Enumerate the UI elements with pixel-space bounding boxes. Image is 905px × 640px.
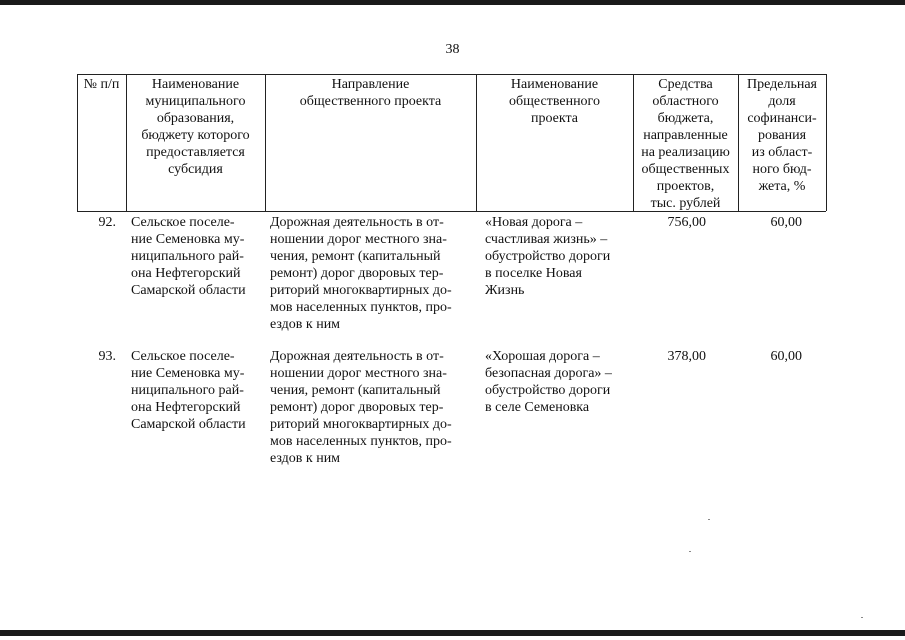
row-share: 60,00 <box>770 215 802 230</box>
table-top-border <box>77 74 826 75</box>
row-project: «Новая дорога – счастливая жизнь» – обустройство дороги в поселке Новая Жизнь <box>485 215 611 298</box>
row-municipality: Сельское поселе- ние Семеновка му- ниципального рай- она Нефтегорский Самарской области <box>131 215 246 298</box>
scan-speck <box>861 617 863 618</box>
row-funds: 756,00 <box>667 215 706 230</box>
row-number: 92. <box>98 215 116 230</box>
header-municipality: Наименование муниципального образования, бюджету которого предоставляется субсидия <box>141 77 250 177</box>
top-border-rule <box>0 0 905 5</box>
page-number: 38 <box>445 42 460 57</box>
table-column-divider <box>77 74 78 211</box>
row-number: 93. <box>98 349 116 364</box>
row-funds: 378,00 <box>667 349 706 364</box>
row-municipality: Сельское поселе- ние Семеновка му- ниципального рай- она Нефтегорский Самарской области <box>131 349 246 432</box>
scan-speck <box>708 519 710 520</box>
header-number: № п/п <box>83 77 120 92</box>
header-project: Наименование общественного проекта <box>509 77 600 126</box>
table-column-divider <box>826 74 827 211</box>
scan-speck <box>689 551 691 552</box>
header-funds: Средства областного бюджета, направленные на реализацию общественных проектов, тыс. рублей <box>641 77 730 211</box>
header-direction: Направление общественного проекта <box>299 77 442 109</box>
row-share: 60,00 <box>770 349 802 364</box>
header-share: Предельная доля софинанси- рования из област- ного бюд- жета, % <box>747 77 817 194</box>
row-direction: Дорожная деятельность в от- ношении дорог местного зна- чения, ремонт (капитальный ремонт) дорог дворовых тер- риторий многоквартирных до- мов населенных пунктов, про- ездов к ним <box>270 349 452 466</box>
bottom-border-rule <box>0 630 905 636</box>
row-direction: Дорожная деятельность в от- ношении дорог местного зна- чения, ремонт (капитальный ремонт) дорог дворовых тер- риторий многоквартирных до- мов населенных пунктов, про- ездов к ним <box>270 215 452 332</box>
row-project: «Хорошая дорога – безопасная дорога» – обустройство дороги в селе Семеновка <box>485 349 612 415</box>
